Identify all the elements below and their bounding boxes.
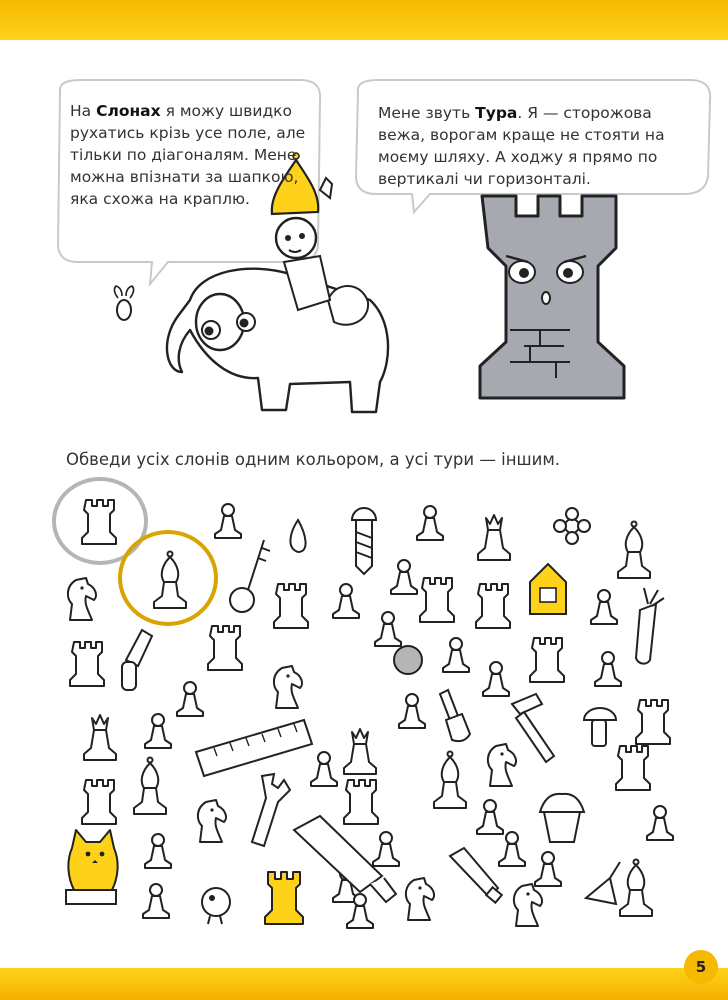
pawn-icon — [177, 682, 203, 716]
bee-icon — [114, 286, 133, 320]
house-icon — [530, 564, 566, 614]
queen-icon — [344, 729, 376, 774]
pawn-icon — [417, 506, 443, 540]
rook-icon — [476, 584, 510, 628]
key-icon — [230, 540, 270, 612]
pawn-icon — [375, 612, 401, 646]
ruler-icon — [196, 720, 312, 776]
tube-icon — [450, 848, 502, 903]
rook-icon — [344, 780, 378, 824]
rook-speech-bubble: Мене звуть Тура. Я — сторожова вежа, ворогам краще не стояти на моєму шляху. А ходжу я прямо по вертикалі чи горизонталі. — [378, 104, 665, 188]
pawn-icon — [145, 714, 171, 748]
pawn-icon — [143, 884, 169, 918]
scraper-icon — [122, 630, 152, 690]
pawn-icon — [399, 694, 425, 728]
rook-icon — [274, 584, 308, 628]
pawn-icon — [483, 662, 509, 696]
pawn-icon — [311, 752, 337, 786]
knight-icon — [274, 666, 302, 708]
pawn-icon — [535, 852, 561, 886]
bishop-icon — [618, 522, 650, 579]
hammer-icon — [512, 694, 554, 762]
ball-icon — [394, 646, 422, 674]
pawn-icon — [145, 834, 171, 868]
pear-icon — [290, 520, 305, 552]
rook-icon — [265, 872, 303, 924]
pawn-icon — [333, 584, 359, 618]
bishop-icon — [154, 552, 186, 609]
rook-character-icon — [480, 196, 624, 398]
pawn-icon — [499, 832, 525, 866]
pawn-icon — [443, 638, 469, 672]
rook-icon — [82, 780, 116, 824]
mushroom-icon — [584, 708, 616, 746]
instruction-text: Обведи усіх слонів одним кольором, а усі тури — іншим. — [66, 450, 561, 469]
bishop-icon — [134, 758, 166, 815]
cat-icon — [66, 830, 118, 904]
rook-icon — [70, 642, 104, 686]
pawn-icon — [647, 806, 673, 840]
rook-icon — [208, 626, 242, 670]
rook-name: Тура — [475, 104, 518, 122]
pawn-icon — [373, 832, 399, 866]
rook-icon — [616, 746, 650, 790]
flower-icon — [554, 508, 590, 544]
knight-icon — [514, 884, 542, 926]
knight-icon — [68, 578, 96, 620]
bishop-icon — [434, 752, 466, 809]
bird-icon — [202, 888, 230, 924]
rook-icon — [530, 638, 564, 682]
bishop-name: Слонах — [96, 102, 161, 120]
pawn-icon — [391, 560, 417, 594]
knight-icon — [488, 744, 516, 786]
rook-icon — [420, 578, 454, 622]
bishop-speech-bubble: На Слонах я можу швидко рухатись крізь усе поле, але тільки по діагоналям. Мене можна впізнати за шапкою, яка схожа на краплю. — [70, 102, 306, 208]
pawn-icon — [595, 652, 621, 686]
knight-icon — [406, 878, 434, 920]
rook-icon — [636, 700, 670, 744]
carrot-icon — [636, 588, 664, 664]
brush-icon — [440, 690, 470, 741]
pawn-icon — [591, 590, 617, 624]
knight-icon — [198, 800, 226, 842]
queen-icon — [84, 715, 116, 760]
trowel-icon — [586, 862, 620, 904]
wrench-icon — [252, 774, 290, 846]
page-number: 5 — [684, 950, 718, 984]
queen-icon — [478, 515, 510, 560]
screw-icon — [352, 508, 376, 574]
pawn-icon — [215, 504, 241, 538]
rook-icon — [82, 500, 116, 544]
elephant-icon — [167, 269, 388, 412]
bishop-icon — [620, 860, 652, 917]
cupcake-icon — [540, 794, 584, 842]
pawn-icon — [477, 800, 503, 834]
